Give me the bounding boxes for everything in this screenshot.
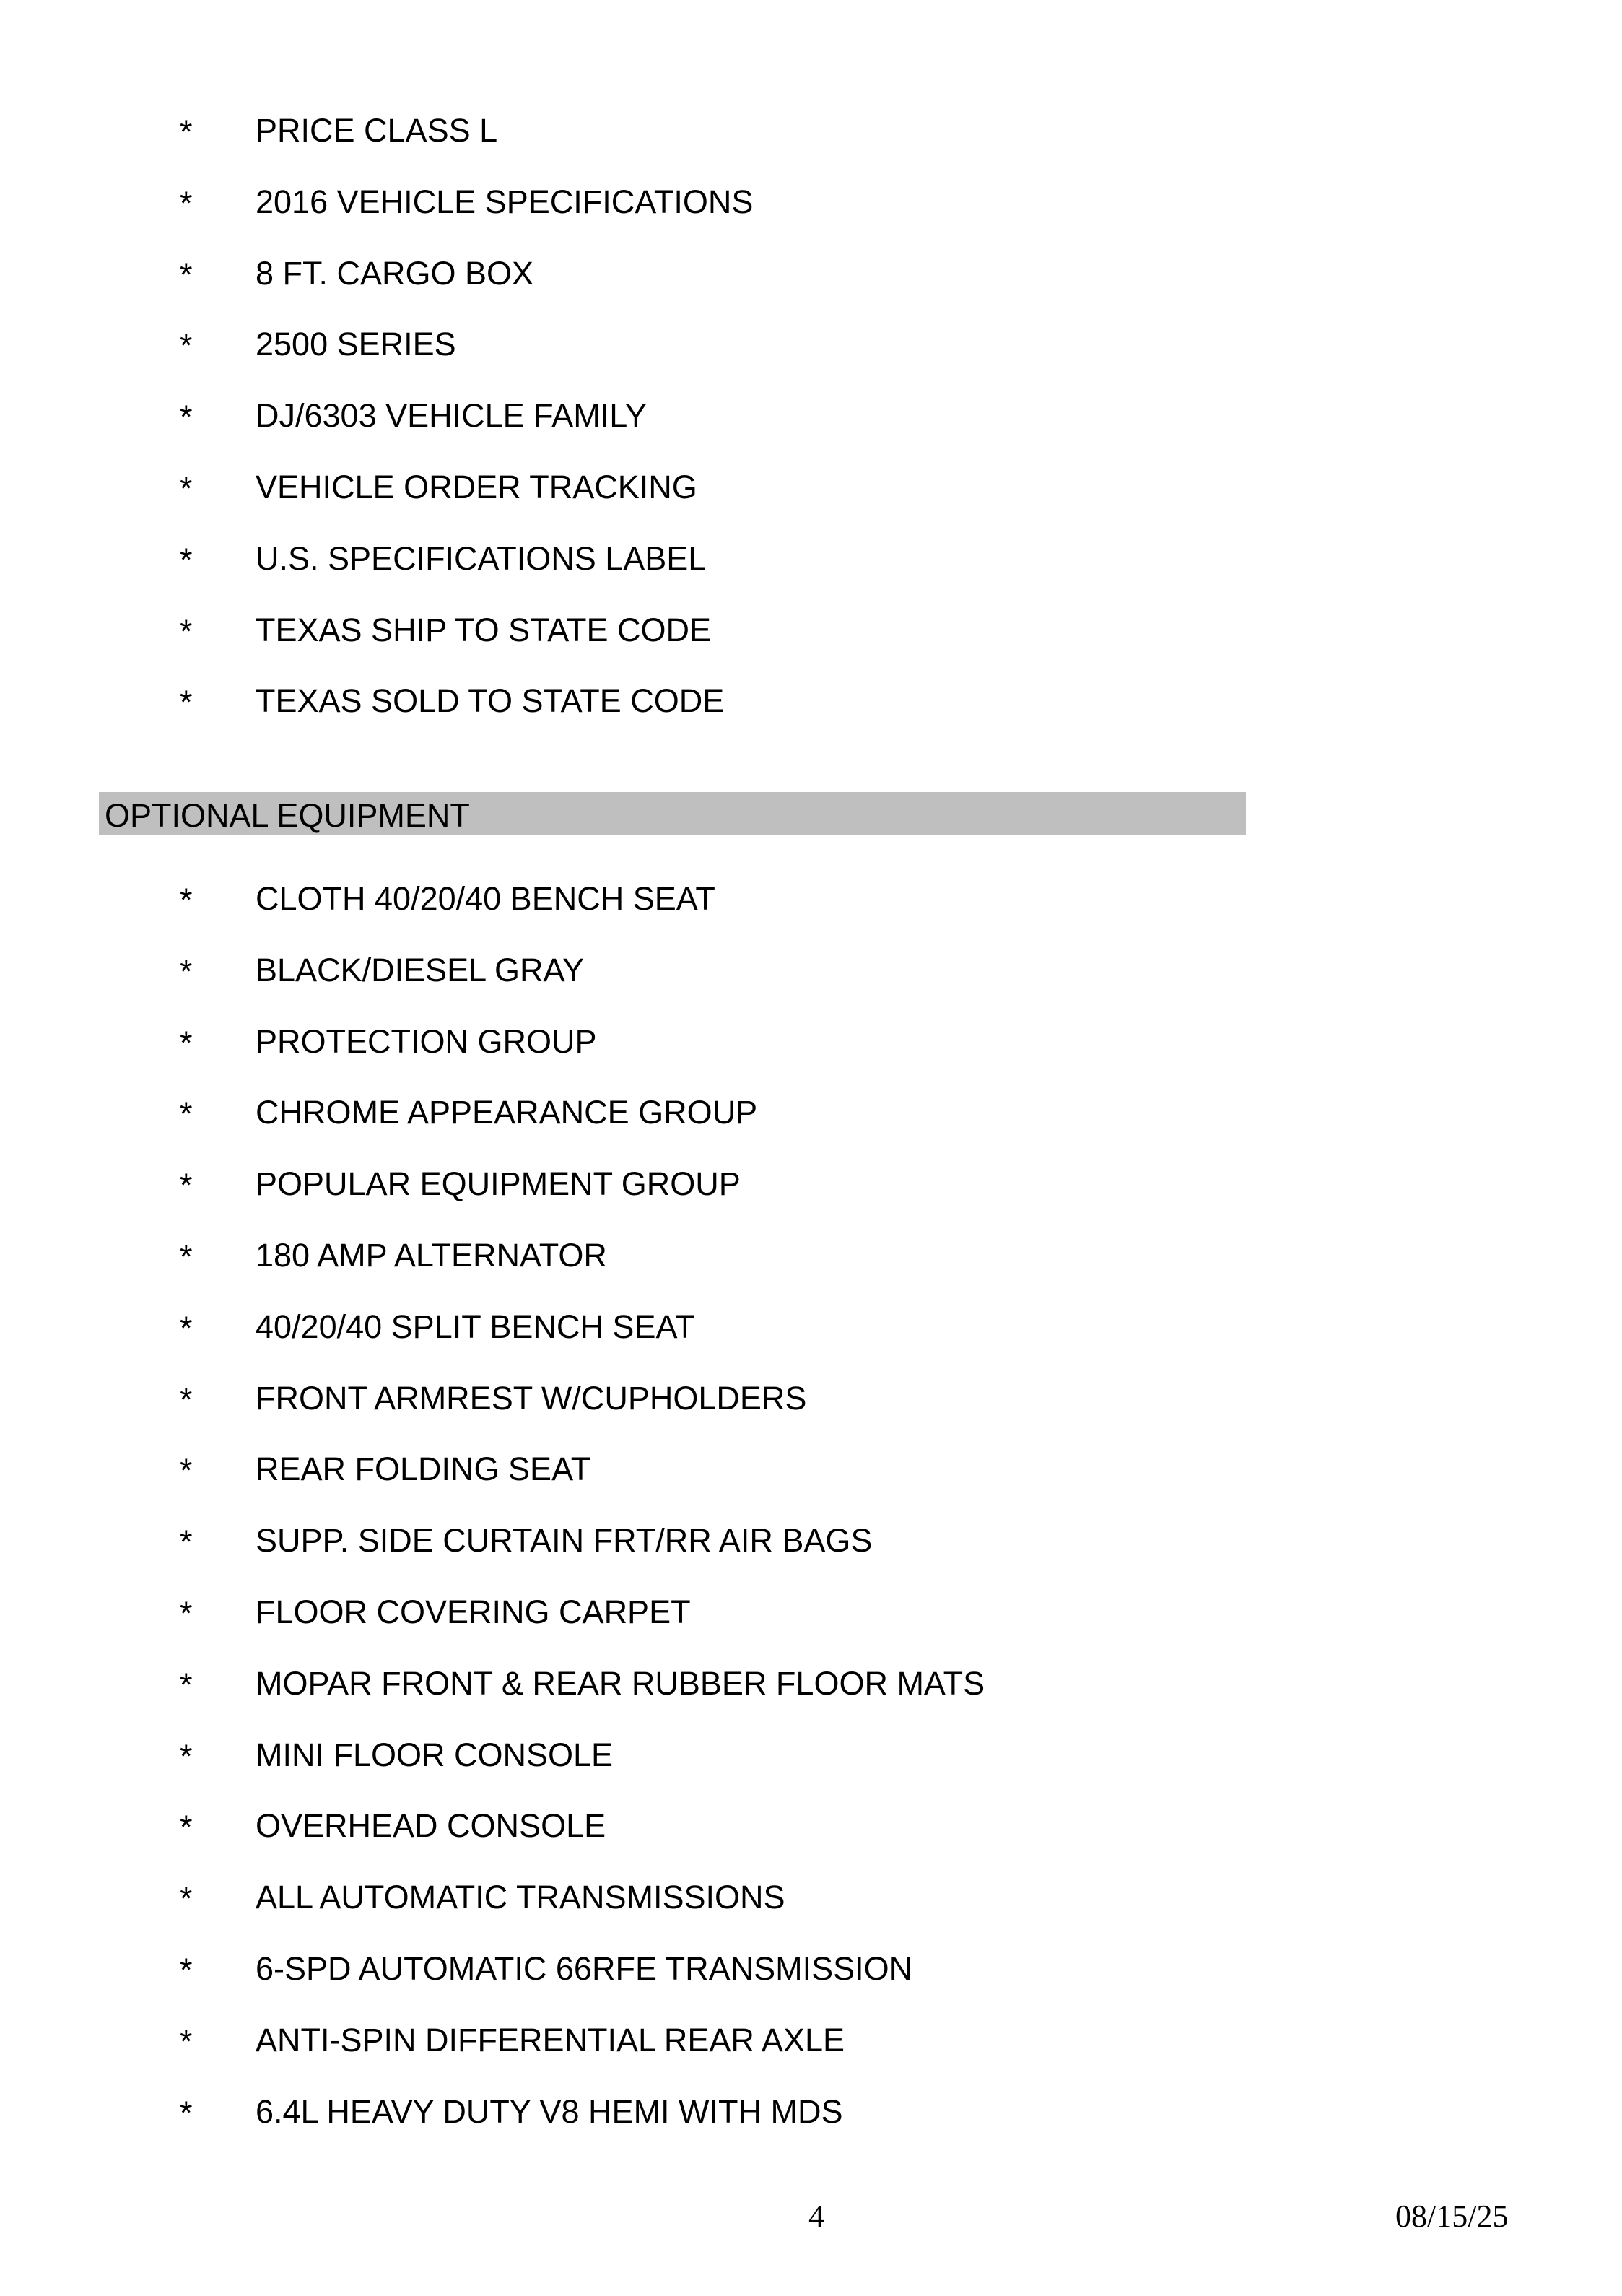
bullet-marker: * <box>180 1309 193 1347</box>
list-item-text: FLOOR COVERING CARPET <box>256 1593 691 1630</box>
bullet-marker: * <box>180 184 193 222</box>
bullet-marker: * <box>180 327 193 365</box>
bullet-marker: * <box>180 469 193 507</box>
bullet-marker: * <box>180 1594 193 1632</box>
list-item-text: 6-SPD AUTOMATIC 66RFE TRANSMISSION <box>256 1949 913 1987</box>
bullet-marker: * <box>180 256 193 293</box>
bullet-marker: * <box>180 882 193 918</box>
bullet-marker: * <box>180 1024 193 1061</box>
list-item-text: MOPAR FRONT & REAR RUBBER FLOOR MATS <box>256 1664 985 1702</box>
bullet-marker: * <box>180 2022 193 2060</box>
bullet-marker: * <box>180 1666 193 1703</box>
list-item-text: BLACK/DIESEL GRAY <box>256 951 585 988</box>
list-item-text: REAR FOLDING SEAT <box>256 1451 591 1488</box>
list-item-text: PROTECTION GROUP <box>256 1022 597 1060</box>
list-item-text: U.S. SPECIFICATIONS LABEL <box>256 539 707 577</box>
bullet-marker: * <box>180 1523 193 1561</box>
list-item-text: MINI FLOOR CONSOLE <box>256 1736 614 1773</box>
bullet-marker: * <box>180 1452 193 1490</box>
bullet-marker: * <box>180 1238 193 1275</box>
list-item-text: CLOTH 40/20/40 BENCH SEAT <box>256 880 715 917</box>
list-item-text: FRONT ARMREST W/CUPHOLDERS <box>256 1379 807 1417</box>
list-item-text: ALL AUTOMATIC TRANSMISSIONS <box>256 1879 785 1916</box>
bullet-marker: * <box>180 113 193 150</box>
list-item-text: TEXAS SHIP TO STATE CODE <box>256 611 711 648</box>
bullet-marker: * <box>180 1951 193 1988</box>
bullet-marker: * <box>180 684 193 721</box>
bullet-marker: * <box>180 1880 193 1918</box>
bullet-marker: * <box>180 2094 193 2131</box>
page-number: 4 <box>808 2199 824 2234</box>
bullet-marker: * <box>180 1095 193 1133</box>
list-item-text: SUPP. SIDE CURTAIN FRT/RR AIR BAGS <box>256 1522 873 1560</box>
list-item-text: 40/20/40 SPLIT BENCH SEAT <box>256 1308 695 1345</box>
bullet-marker: * <box>180 541 193 578</box>
bullet-marker: * <box>180 952 193 990</box>
list-item-text: CHROME APPEARANCE GROUP <box>256 1094 758 1131</box>
bullet-marker: * <box>180 1167 193 1204</box>
list-item-text: 2500 SERIES <box>256 326 456 363</box>
list-item-text: OVERHEAD CONSOLE <box>256 1807 606 1845</box>
section-header-optional-equipment <box>99 792 1246 835</box>
list-item-text: POPULAR EQUIPMENT GROUP <box>256 1165 741 1203</box>
bullet-marker: * <box>180 1809 193 1846</box>
list-item-text: 2016 VEHICLE SPECIFICATIONS <box>256 183 754 220</box>
bullet-marker: * <box>180 612 193 650</box>
bullet-marker: * <box>180 1737 193 1775</box>
bullet-marker: * <box>180 1380 193 1418</box>
list-item-text: ANTI-SPIN DIFFERENTIAL REAR AXLE <box>256 2021 845 2058</box>
section-title: OPTIONAL EQUIPMENT <box>105 797 470 834</box>
list-item-text: PRICE CLASS L <box>256 112 498 149</box>
list-item-text: 8 FT. CARGO BOX <box>256 254 534 292</box>
footer-date: 08/15/25 <box>1395 2199 1509 2234</box>
list-item-text: VEHICLE ORDER TRACKING <box>256 468 697 505</box>
list-item-text: TEXAS SOLD TO STATE CODE <box>256 682 725 720</box>
bullet-marker: * <box>180 399 193 436</box>
list-item-text: 6.4L HEAVY DUTY V8 HEMI WITH MDS <box>256 2092 843 2130</box>
list-item-text: DJ/6303 VEHICLE FAMILY <box>256 397 647 435</box>
list-item-text: 180 AMP ALTERNATOR <box>256 1236 607 1274</box>
